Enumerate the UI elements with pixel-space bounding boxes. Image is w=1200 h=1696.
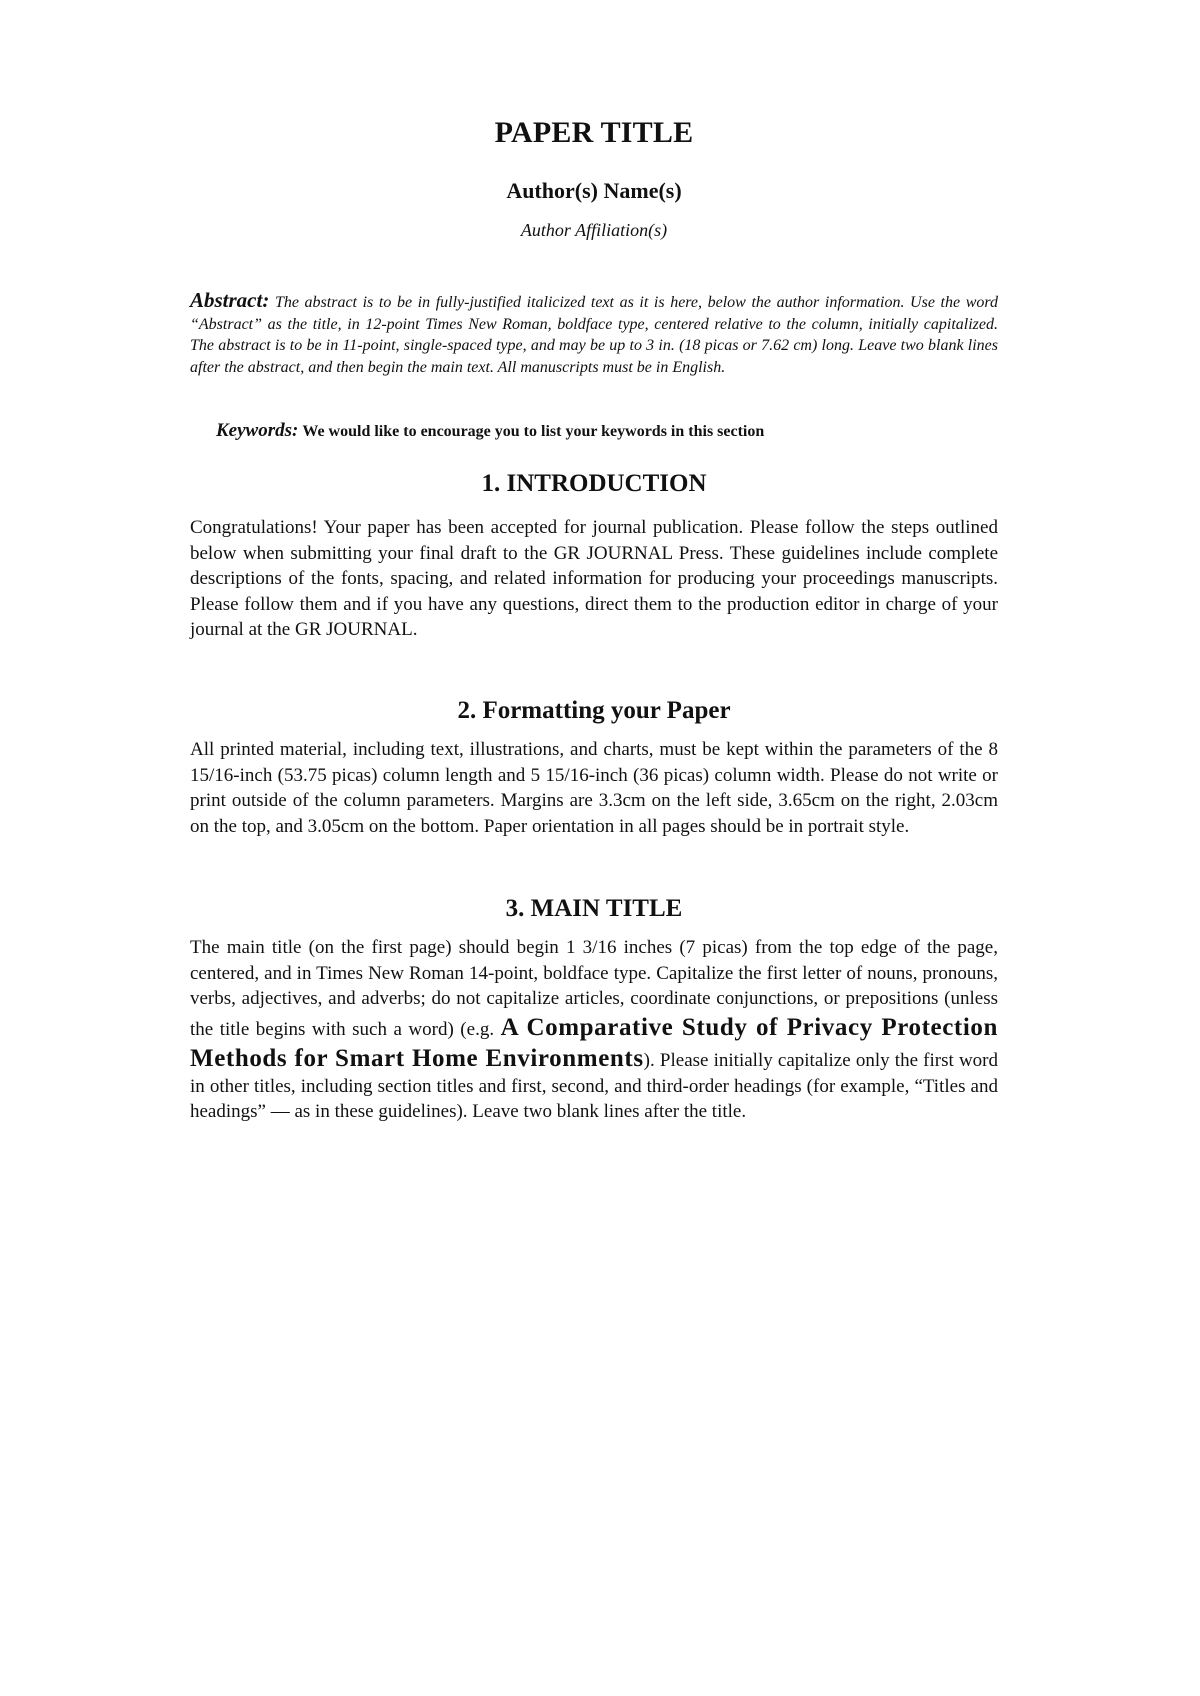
section-heading-introduction: 1. INTRODUCTION — [481, 470, 707, 497]
formatting-paragraph: All printed material, including text, illustrations, and charts, must be kept within the parameters of the 8 15/16-inch (53.75 picas) column length and 5 15/16-inch (36 picas) column width. Please do not write or print outside of the column parameters. Margins are 3.3cm on the left side, 3.65cm on the right, 2.03cm on the top, and 3.05cm on the bottom. Paper orientation in all pages should be in portrait style. — [190, 739, 998, 837]
main-title-text-after: ). Please initially capitalize only the first word in other titles, including section titles and first, second, and third-order headings (for example, “Titles and headings” — as in these guidelines). Leave two blank lines after the title. — [190, 1049, 998, 1123]
example-title: A Comparative Study of Privacy Protection Methods for Smart Home Environments — [190, 1013, 999, 1072]
keywords-label: Keywords: — [216, 420, 299, 441]
main-title-text-before: The main title (on the first page) should begin 1 3/16 inches (7 picas) from the top edge of the page, centered, and in Times New Roman 14-point, boldface type. Capitalize the first letter of nouns, pronouns, verbs, adjectives, and adverbs; do not capitalize articles, coordinate conjunctions, or prepositions (unless the title begins with such a word) (e.g. — [190, 937, 998, 1040]
keywords-text: We would like to encourage you to list your keywords in this section — [302, 423, 765, 440]
abstract-label: Abstract: — [190, 288, 270, 312]
author-affiliation: Author Affiliation(s) — [520, 220, 668, 240]
author-names: Author(s) Name(s) — [506, 178, 682, 203]
keywords — [216, 420, 998, 442]
introduction-paragraph: Congratulations! Your paper has been accepted for journal publication. Please follow the steps outlined below when submitting your final draft to the GR JOURNAL Press. These guidelines include complete descriptions of the fonts, spacing, and related information for producing your proceedings manuscripts. Please follow them and if you have any questions, direct them to the production editor in charge of your journal at the GR JOURNAL. — [190, 517, 998, 641]
section-heading-formatting: 2. Formatting your Paper — [457, 697, 731, 724]
paper-title: PAPER TITLE — [494, 116, 694, 149]
abstract — [190, 290, 998, 378]
main-title-paragraph — [190, 935, 998, 1125]
section-heading-main-title: 3. MAIN TITLE — [505, 895, 683, 922]
abstract-text: The abstract is to be in fully-justified italicized text as it is here, below the author information. Use the word “Abstract” as the title, in 12-point Times New Roman, boldface type, centered relative to the column, initially capitalized. The abstract is to be in 11-point, single-spaced type, and may be up to 3 in. (18 picas or 7.62 cm) long. Leave two blank lines after the abstract, and then begin the main text. All manuscripts must be in English. — [190, 294, 998, 376]
